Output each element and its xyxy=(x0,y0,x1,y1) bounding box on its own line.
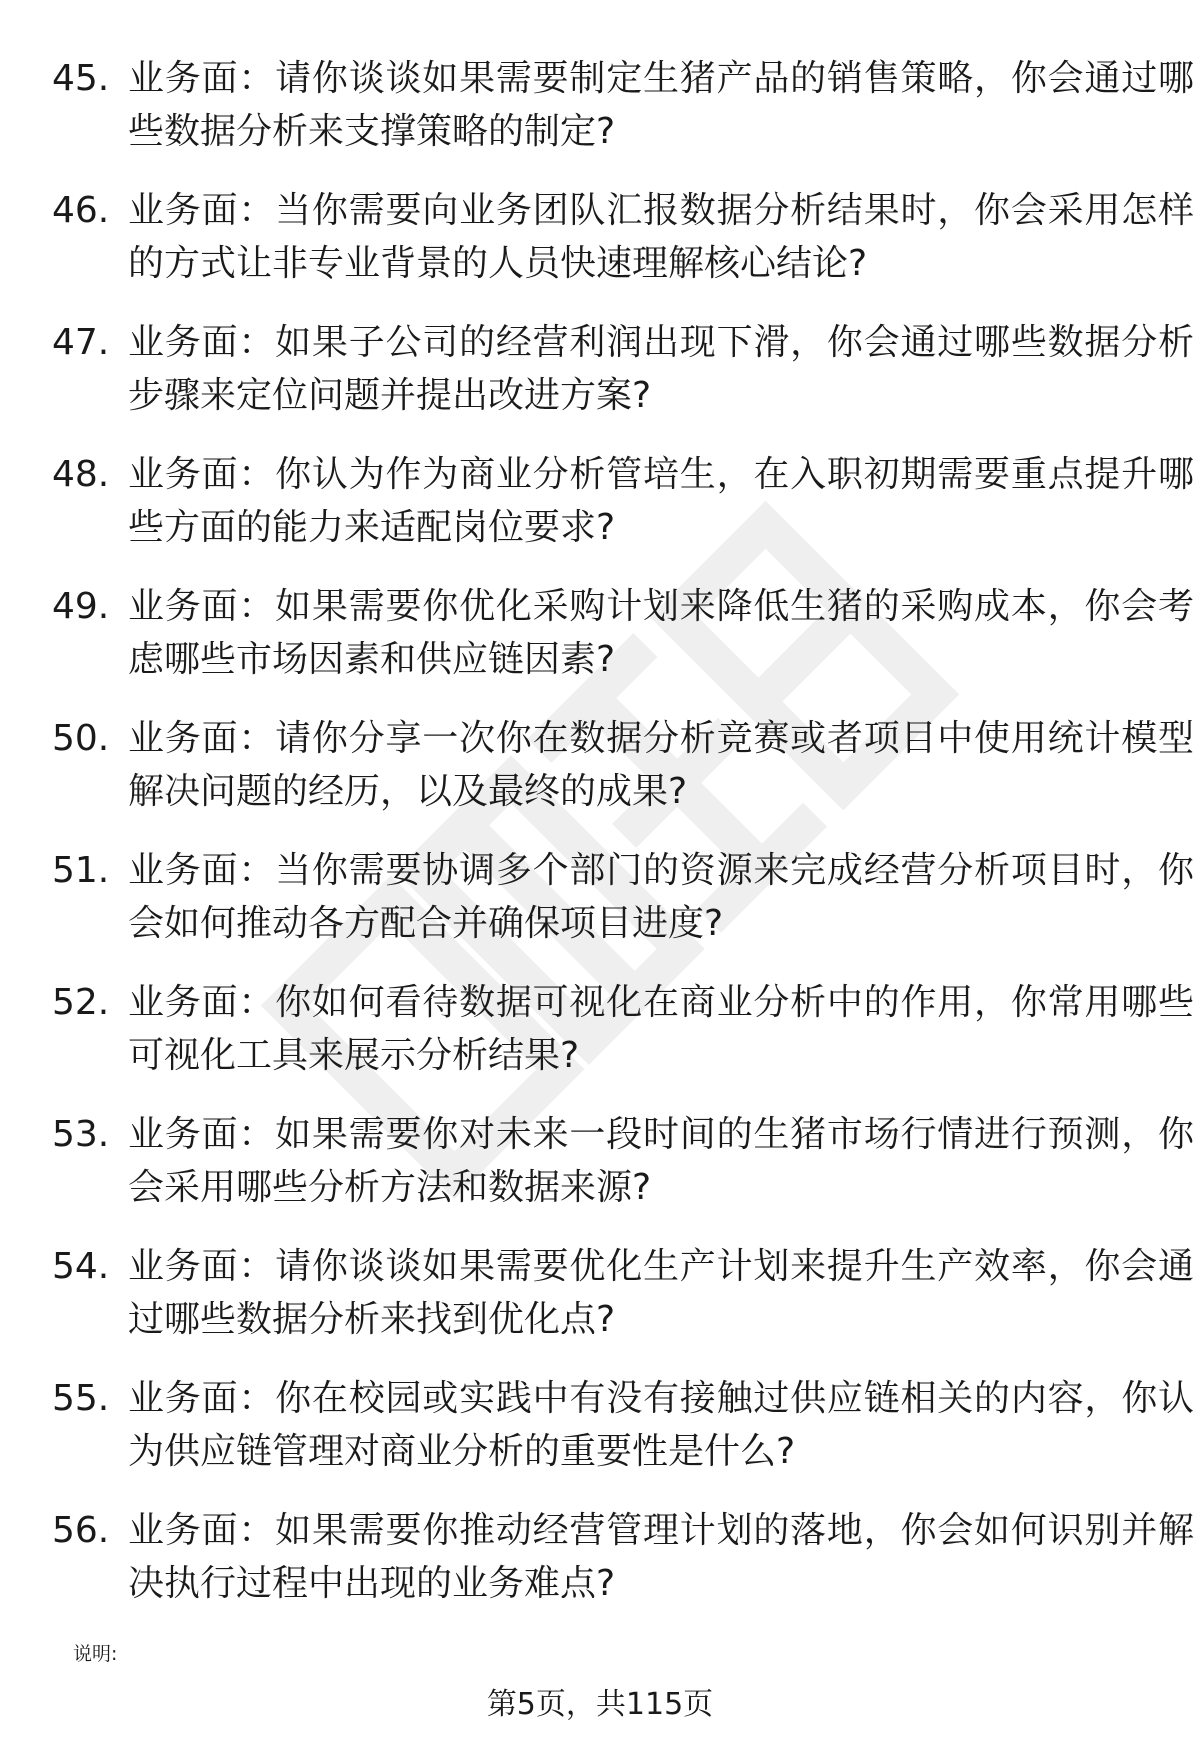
question-number: 51. xyxy=(52,850,110,891)
note-label: 说明: xyxy=(73,1643,118,1665)
question-item xyxy=(52,52,1194,184)
question-number: 52. xyxy=(52,982,110,1023)
question-item xyxy=(52,712,1194,844)
question-number: 54. xyxy=(52,1246,110,1287)
question-text: 业务面：如果子公司的经营利润出现下滑，你会通过哪些数据分析步骤来定位问题并提出改进方案? xyxy=(128,322,1194,416)
question-number: 56. xyxy=(52,1510,110,1551)
question-item xyxy=(52,844,1194,976)
question-text: 业务面：如果需要你对未来一段时间的生猪市场行情进行预测，你会采用哪些分析方法和数据来源? xyxy=(128,1114,1194,1208)
question-text: 业务面：当你需要向业务团队汇报数据分析结果时，你会采用怎样的方式让非专业背景的人员快速理解核心结论? xyxy=(128,190,1194,284)
question-number: 50. xyxy=(52,718,110,759)
question-list xyxy=(52,52,1194,1636)
question-item xyxy=(52,580,1194,712)
question-item xyxy=(52,448,1194,580)
question-item xyxy=(52,1504,1194,1636)
question-number: 48. xyxy=(52,454,110,495)
question-item xyxy=(52,1372,1194,1504)
question-item xyxy=(52,1240,1194,1372)
question-number: 45. xyxy=(52,58,110,99)
question-text: 业务面：你如何看待数据可视化在商业分析中的作用，你常用哪些可视化工具来展示分析结果? xyxy=(128,982,1194,1076)
question-text: 业务面：请你分享一次你在数据分析竞赛或者项目中使用统计模型解决问题的经历，以及最终的成果? xyxy=(128,718,1194,812)
question-number: 53. xyxy=(52,1114,110,1155)
question-text: 业务面：如果需要你优化采购计划来降低生猪的采购成本，你会考虑哪些市场因素和供应链因素? xyxy=(128,586,1194,680)
question-number: 46. xyxy=(52,190,110,231)
page-footer: 第5页，共115页 xyxy=(486,1687,714,1722)
question-item xyxy=(52,1108,1194,1240)
question-text: 业务面：请你谈谈如果需要优化生产计划来提升生产效率，你会通过哪些数据分析来找到优化点? xyxy=(128,1246,1194,1340)
question-item xyxy=(52,316,1194,448)
question-number: 47. xyxy=(52,322,110,363)
question-item xyxy=(52,976,1194,1108)
question-text: 业务面：你在校园或实践中有没有接触过供应链相关的内容，你认为供应链管理对商业分析的重要性是什么? xyxy=(128,1378,1194,1472)
question-text: 业务面：当你需要协调多个部门的资源来完成经营分析项目时，你会如何推动各方配合并确保项目进度? xyxy=(128,850,1194,944)
question-item xyxy=(52,184,1194,316)
question-text: 业务面：你认为作为商业分析管培生，在入职初期需要重点提升哪些方面的能力来适配岗位要求? xyxy=(128,454,1194,548)
question-text: 业务面：请你谈谈如果需要制定生猪产品的销售策略，你会通过哪些数据分析来支撑策略的制定? xyxy=(128,58,1194,152)
question-number: 49. xyxy=(52,586,110,627)
question-number: 55. xyxy=(52,1378,110,1419)
question-text: 业务面：如果需要你推动经营管理计划的落地，你会如何识别并解决执行过程中出现的业务难点? xyxy=(128,1510,1194,1604)
